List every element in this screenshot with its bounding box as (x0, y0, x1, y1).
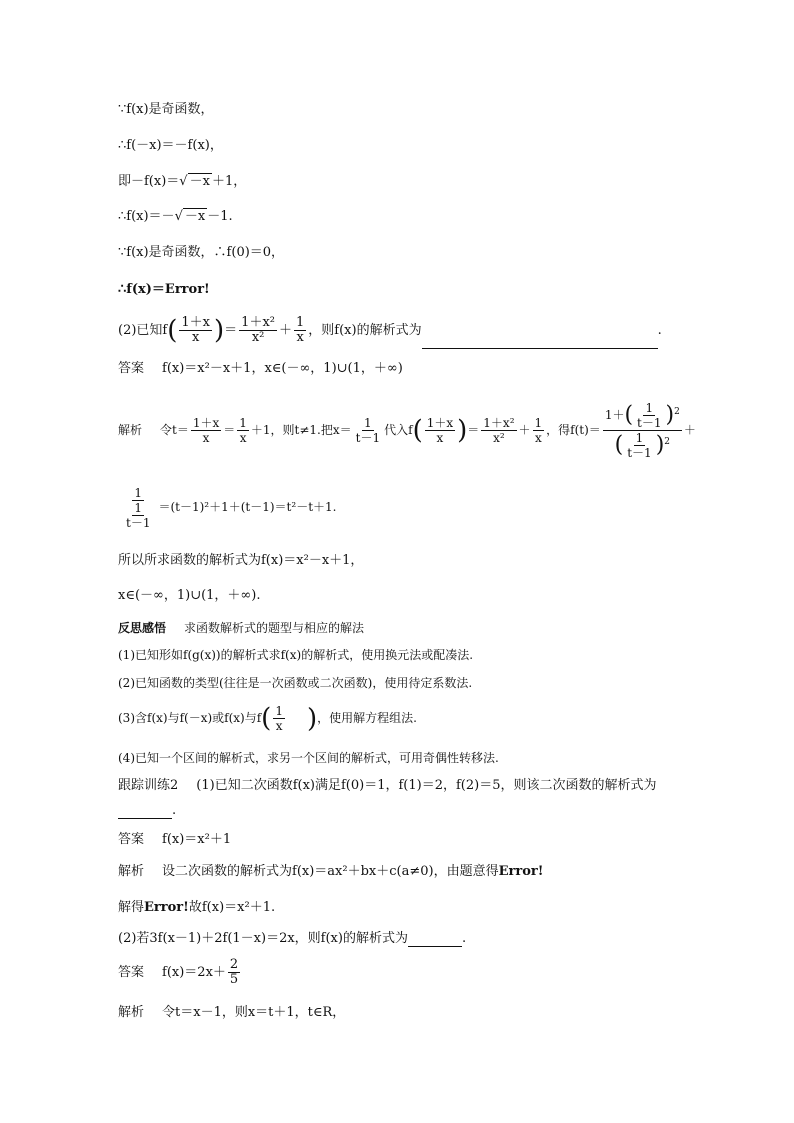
denominator: x (192, 330, 200, 345)
denominator (613, 431, 672, 460)
reflection-2: (2)已知函数的类型(往往是一次函数或二次函数)，使用待定系数法. (118, 676, 473, 690)
radicand: －x (189, 174, 210, 189)
exponent: 2 (674, 407, 680, 417)
answer-label: 答案 (118, 832, 145, 847)
fraction (179, 316, 212, 345)
exercise-text: (1)已知二次函数f(x)满足f(0)＝1，f(1)＝2，f(2)＝5，则该二次函数的解析式为 (196, 778, 657, 793)
numerator: 1＋x² (483, 416, 515, 430)
numerator: 1 (364, 416, 372, 430)
fraction (237, 416, 249, 445)
error-text: Error! (498, 864, 544, 879)
reflection-heading (118, 620, 364, 636)
text: . (172, 803, 177, 818)
text: ，则f(x)的解析式为 (308, 323, 422, 338)
text: 1＋ (604, 408, 625, 422)
denominator: x (202, 431, 210, 445)
text: 故f(x)＝x²＋1. (188, 900, 276, 915)
numerator: 1＋x (181, 315, 210, 330)
denominator: x² (493, 431, 505, 445)
text: ＋1，则t≠1.把x＝ (250, 423, 352, 437)
numerator: 1＋x (192, 416, 220, 430)
solution-label: 解析 (118, 423, 143, 437)
solution-1 (118, 398, 696, 462)
text: ＝(t－1)²＋1＋(t－1)＝t²－t＋1. (158, 500, 337, 514)
paren: ( (624, 402, 634, 428)
reflection-4: (4)已知一个区间的解析式，求另一个区间的解析式，可用奇偶性转移法. (118, 751, 499, 765)
fraction (625, 431, 653, 460)
fraction (354, 416, 382, 445)
denominator: t－1 (627, 446, 652, 460)
text: －1. (207, 209, 233, 224)
reflection-1: (1)已知形如f(g(x))的解析式求f(x)的解析式，使用换元法或配凑法. (118, 648, 474, 662)
reflection-3 (118, 700, 417, 736)
line-fx-result (118, 209, 233, 225)
numerator: 1 (635, 431, 644, 445)
numerator (603, 401, 682, 431)
text: 解得 (118, 900, 145, 915)
text: ，得f(t)＝ (546, 423, 601, 437)
fraction (273, 704, 285, 733)
answer-blank (422, 348, 658, 349)
fraction (239, 316, 277, 345)
text: . (461, 931, 467, 946)
denominator: x (436, 431, 444, 445)
error-text: Error! (144, 900, 189, 915)
exercise-label: 跟踪训练2 (118, 778, 179, 793)
exercise-text: (2)若3f(x－1)＋2f(1－x)＝2x，则f(x)的解析式为 (118, 931, 408, 946)
answer-blank (118, 818, 172, 819)
line-error: ∴f(x)＝Error! (118, 282, 210, 297)
text: ＝ (224, 323, 238, 338)
numerator: 1＋x (426, 416, 454, 430)
question-2 (118, 313, 662, 349)
text: ＝ (467, 423, 480, 437)
numerator: 1 (275, 704, 283, 718)
solution-label: 解析 (118, 1005, 145, 1020)
reflection-label: 反思感悟 (118, 621, 167, 635)
solution-3 (118, 1005, 345, 1021)
solution-2 (118, 864, 543, 880)
text: ，使用解方程组法. (317, 711, 417, 725)
exponent: 2 (664, 437, 671, 447)
denominator: x (275, 719, 283, 733)
line-domain: x∈(－∞，1)∪(1，＋∞). (118, 588, 261, 603)
numerator: 1 (645, 401, 654, 415)
answer-text: f(x)＝x²＋1 (162, 832, 232, 847)
fraction (425, 416, 455, 445)
numerator: 1 (134, 485, 143, 500)
solution-2-result (118, 900, 275, 916)
paren: ) (655, 432, 665, 458)
solution-text: 设二次函数的解析式为f(x)＝ax²＋bx＋c(a≠0)，由题意得 (162, 864, 499, 879)
line-f-negx: ∴f(－x)＝－f(x)， (118, 138, 223, 153)
text: ＋1， (211, 174, 247, 189)
numerator: 1 (534, 416, 543, 430)
denominator: x² (251, 330, 265, 345)
numerator: 1＋x² (241, 315, 275, 330)
paren: ) (306, 703, 318, 734)
numerator: 1 (296, 315, 305, 330)
solution-text: 令t＝x－1，则x＝t＋1，t∈R， (162, 1005, 346, 1020)
text: (2)已知f (118, 323, 168, 338)
denominator: x (296, 330, 304, 345)
numerator: 1 (239, 416, 247, 430)
answer-label: 答案 (118, 965, 145, 980)
big-fraction (120, 486, 156, 530)
denominator (120, 501, 156, 530)
paren: ( (167, 315, 178, 346)
reflection-title: 求函数解析式的题型与相应的解法 (184, 621, 365, 635)
radicand: －x (184, 209, 206, 224)
denominator: x (239, 431, 247, 445)
solution-label: 解析 (118, 864, 145, 879)
answer-label: 答案 (118, 361, 145, 376)
text: (3)含f(x)与f(－x)或f(x)与f (118, 711, 262, 725)
paren: ( (261, 703, 272, 734)
denominator: t－1 (355, 431, 381, 445)
text: ＝ (223, 423, 236, 437)
denominator: 5 (229, 972, 239, 987)
text: 代入f (384, 423, 413, 437)
solution-1-cont (118, 478, 336, 536)
paren: ) (214, 315, 225, 346)
numerator: 1 (134, 500, 143, 515)
answer-blank (408, 946, 462, 947)
fraction (124, 501, 152, 530)
fraction (294, 316, 306, 345)
text: . (657, 323, 662, 338)
answer-2 (118, 832, 231, 848)
answer-1 (118, 361, 403, 377)
sqrt-expr: √ －x (174, 209, 206, 224)
exercise-1 (118, 778, 656, 794)
text: 令t＝ (160, 423, 189, 437)
text: ＋ (683, 423, 696, 437)
line-neg-fx (118, 174, 246, 190)
big-fraction (603, 401, 682, 460)
paren: ) (457, 415, 468, 446)
denominator: t－1 (126, 515, 151, 530)
denominator: x (534, 431, 542, 445)
paren: ) (665, 402, 675, 428)
answer-text: f(x)＝2x＋ (162, 965, 226, 980)
fraction (635, 401, 663, 430)
line-odd-function: ∵f(x)是奇函数， (118, 102, 214, 117)
fraction (533, 416, 545, 445)
paren: ( (614, 432, 624, 458)
text: ＋ (279, 323, 293, 338)
answer-text: f(x)＝x²－x＋1，x∈(－∞，1)∪(1，＋∞) (162, 361, 403, 376)
text: 即－f(x)＝ (118, 174, 180, 189)
fraction (191, 416, 221, 445)
sqrt-expr: √ －x (179, 174, 210, 189)
denominator: t－1 (637, 416, 662, 430)
line-result-1: 所以所求函数的解析式为f(x)＝x²－x＋1， (118, 553, 364, 568)
exercise-1-blank (118, 803, 176, 819)
fraction (228, 958, 240, 987)
numerator: 2 (229, 957, 239, 972)
exercise-2 (118, 931, 466, 947)
paren: ( (412, 415, 423, 446)
text: ＋ (518, 423, 531, 437)
fraction (481, 416, 516, 445)
text: ∴f(x)＝－ (118, 209, 175, 224)
line-f0: ∵f(x)是奇函数，∴f(0)＝0， (118, 245, 285, 260)
answer-3 (118, 955, 242, 991)
